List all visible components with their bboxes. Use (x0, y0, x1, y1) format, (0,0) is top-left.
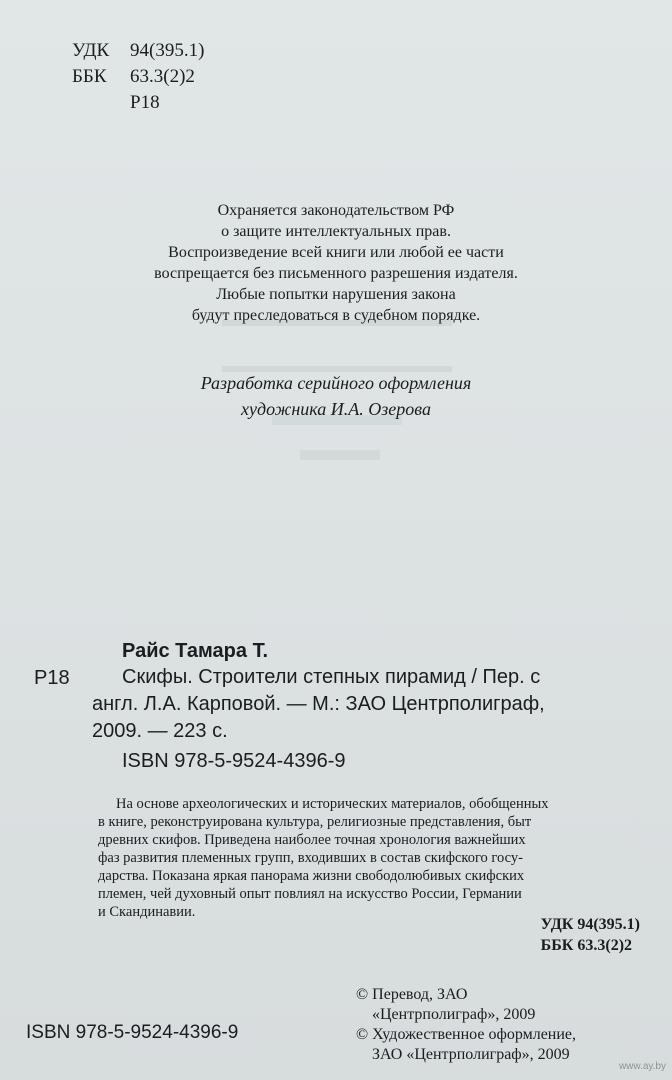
catalog-entry-line: англ. Л.А. Карповой. — М.: ЗАО Центрполиграф, (92, 693, 545, 715)
isbn-bottom: ISBN 978-5-9524-4396-9 (26, 1022, 239, 1043)
bbk-value: 63.3(2)2 (130, 66, 195, 87)
catalog-udk: УДК 94(395.1) (540, 916, 640, 933)
abstract-line: в книге, реконструирована культура, религиозные представления, быт (98, 814, 532, 830)
udk-label: УДК (72, 40, 110, 61)
catalog-author: Райс Тамара Т. (122, 640, 269, 662)
copyright-line: ЗАО «Центрполиграф», 2009 (372, 1046, 570, 1063)
catalog-code: Р18 (34, 667, 70, 689)
legal-notice (0, 200, 672, 326)
classification-codes (72, 38, 204, 116)
design-credit (0, 370, 672, 422)
abstract-line: и Скандинавии. (98, 904, 196, 920)
copyright-line: © Художественное оформление, (356, 1026, 577, 1043)
catalog-codes (541, 914, 640, 956)
abstract-line: На основе археологических и исторических материалов, обобщенных (116, 796, 549, 812)
legal-line: о защите интеллектуальных прав. (221, 223, 451, 240)
legal-line: Охраняется законодательством РФ (217, 202, 455, 219)
author-code: Р18 (130, 92, 160, 113)
legal-line: воспрещается без письменного разрешения издателя. (154, 265, 518, 282)
catalog-entry (92, 664, 640, 745)
copyright-block (356, 985, 576, 1065)
legal-line: Воспроизведение всей книги или любой ее части (168, 244, 504, 261)
abstract-line: фаз развития племенных групп, входивших в состав скифского госу- (98, 850, 523, 866)
abstract-line: дарства. Показана яркая панорама жизни свободолюбивых скифских (98, 868, 525, 884)
catalog-entry-line: Скифы. Строители степных пирамид / Пер. с (122, 666, 541, 688)
catalog-abstract (98, 795, 646, 921)
catalog-isbn: ISBN 978-5-9524-4396-9 (122, 750, 346, 772)
catalog-entry-line: 2009. — 223 с. (92, 720, 228, 742)
design-credit-line: Разработка серийного оформления (200, 373, 472, 393)
copyright-line: «Центрполиграф», 2009 (372, 1006, 536, 1023)
abstract-line: древних скифов. Приведена наиболее точная хронология важнейших (98, 832, 526, 848)
catalog-bbk: ББК 63.3(2)2 (540, 937, 633, 954)
legal-line: будут преследоваться в судебном порядке. (191, 307, 481, 324)
copyright-line: © Перевод, ЗАО (356, 986, 468, 1003)
show-through-artifact (222, 320, 452, 372)
legal-line: Любые попытки нарушения закона (216, 286, 456, 303)
show-through-artifact (300, 450, 380, 460)
abstract-line: племен, чей духовный опыт повлиял на искусство России, Германии (98, 886, 522, 902)
udk-value: 94(395.1) (130, 40, 205, 61)
site-watermark: www.ay.by (618, 1061, 666, 1072)
bbk-label: ББК (72, 66, 107, 87)
design-credit-line: художника И.А. Озерова (241, 399, 431, 419)
